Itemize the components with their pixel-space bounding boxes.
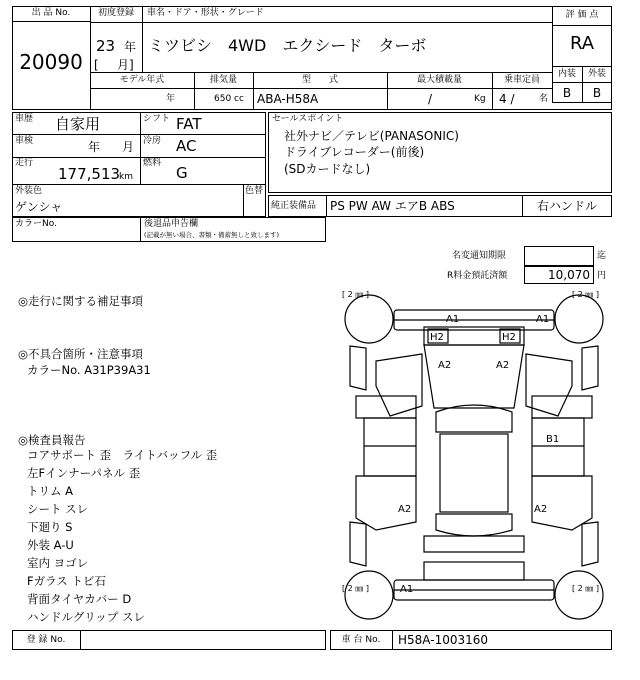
- ac-value: AC: [176, 137, 197, 155]
- model-year-label: モデル年式: [119, 75, 165, 85]
- exterior-label: 外装: [587, 69, 606, 79]
- capacity-unit: 名: [539, 94, 549, 104]
- inspector-line-1: コアサポート 歪 ライトバッフル 歪: [27, 448, 218, 462]
- name-change-label: 名変通知期限: [452, 251, 507, 261]
- color-no-label: カラーNo.: [15, 219, 57, 229]
- sales-line-2: ドライブレコーダー(前後): [284, 145, 425, 159]
- chassis-label: 車 台 No.: [341, 635, 381, 645]
- name-change-unit: 迄: [597, 251, 607, 261]
- mileage-label: 走行: [15, 158, 34, 168]
- wheel-rear-right: [555, 571, 603, 619]
- car-info-label: 車名・ドア・形状・グレード: [147, 8, 264, 18]
- reg-no-label: 登 録 No.: [26, 635, 66, 645]
- wheel-front-left: [345, 295, 393, 343]
- wheel-rear-left: [345, 571, 393, 619]
- mark-rear-bumper: A1: [400, 584, 414, 595]
- defects-title: ◎不具合箇所・注意事項: [18, 347, 144, 361]
- mark-front-left: A1: [446, 314, 460, 325]
- mark-right-side: B1: [546, 434, 560, 445]
- ac-label: 冷房: [143, 136, 162, 146]
- history-value: 自家用: [55, 115, 101, 133]
- mark-rear-left: A2: [398, 504, 412, 515]
- mark-hood-right: H2: [502, 332, 516, 343]
- color-change-label: 色替: [245, 186, 264, 196]
- fuel-label: 燃料: [143, 158, 162, 168]
- tire-rear-left-label: [ 2 ㎜ ]: [342, 584, 369, 593]
- mileage-value: 177,513: [58, 165, 121, 183]
- inspection-label: 車検: [15, 136, 34, 146]
- inspector-line-8: Fガラス トビ石: [27, 574, 106, 588]
- max-load-unit: Kg: [474, 94, 486, 104]
- tire-rear-right-label: [ 2 ㎜ ]: [572, 584, 599, 593]
- interior-grade: B: [562, 86, 572, 100]
- capacity-label: 乗車定員: [503, 75, 540, 85]
- driving-notes-title: ◎走行に関する補足事項: [18, 294, 144, 308]
- max-load-label: 最大積載量: [416, 75, 462, 85]
- inspector-line-6: 外装 A-U: [27, 538, 74, 552]
- lot-no: 20090: [19, 50, 83, 74]
- car-name: ミツビシ 4WD エクシード ターボ: [148, 36, 427, 55]
- grade-label: 評 価 点: [565, 10, 599, 20]
- fuel-value: G: [176, 164, 188, 182]
- name-change-box: [524, 246, 594, 266]
- exterior-color-label: 外装色: [15, 186, 43, 196]
- model-label: 型 式: [301, 75, 338, 85]
- inspection-month-unit: 月: [122, 140, 135, 154]
- reg-month-unit: 月]: [117, 58, 134, 72]
- shift-value: FAT: [176, 115, 202, 133]
- car-outline: [345, 295, 603, 619]
- lot-no-label: 出 品 No.: [31, 8, 71, 18]
- mark-rear-right: A2: [534, 504, 548, 515]
- shift-label: シフト: [143, 114, 171, 124]
- mileage-unit: km: [119, 172, 133, 182]
- damage-diagram: [336, 286, 612, 626]
- inspector-line-9: 背面タイヤカバー D: [27, 592, 132, 606]
- reg-year: 23: [96, 37, 116, 55]
- capacity-value: 4 /: [499, 92, 515, 106]
- interior-label: 内装: [557, 69, 576, 79]
- steering-side: 右ハンドル: [536, 199, 597, 213]
- inspector-line-3: トリム A: [27, 484, 74, 498]
- inspector-line-4: シート スレ: [27, 502, 89, 516]
- recycle-value: 10,070: [548, 268, 590, 282]
- first-reg-label: 初度登録: [97, 8, 134, 18]
- equipment-value: PS PW AW エアB ABS: [330, 199, 455, 213]
- reg-year-unit: 年: [124, 40, 137, 54]
- mark-fender-right: A2: [496, 360, 510, 371]
- reg-month-open: [: [94, 58, 99, 72]
- aftermarket-note: (記載が無い場合、書類・備蓄無しと致します): [144, 231, 280, 239]
- recycle-label: R料金預託済額: [447, 271, 508, 281]
- inspector-line-10: ハンドルグリップ スレ: [27, 610, 145, 624]
- model-year-unit: 年: [166, 94, 176, 104]
- inspector-line-5: 下廻り S: [27, 520, 73, 534]
- inspector-line-7: 室内 ヨゴレ: [27, 556, 89, 570]
- tire-front-left-label: [ 2 ㎜ ]: [342, 290, 369, 299]
- displacement-label: 排気量: [209, 75, 237, 85]
- inspection-year-unit: 年: [88, 140, 101, 154]
- mark-hood-left: H2: [430, 332, 444, 343]
- sales-point-label: セールスポイント: [272, 114, 344, 124]
- sales-line-3: (SDカードなし): [284, 162, 371, 176]
- inspector-title: ◎検査員報告: [18, 433, 86, 447]
- aftermarket-label: 後退品申告欄: [144, 219, 199, 229]
- wheel-front-right: [555, 295, 603, 343]
- tire-front-right-label: [ 2 ㎜ ]: [572, 290, 599, 299]
- grade-score: RA: [569, 33, 595, 54]
- chassis-no: H58A-1003160: [398, 633, 489, 647]
- sales-line-1: 社外ナビ／テレビ(PANASONIC): [284, 129, 459, 143]
- exterior-grade: B: [592, 86, 602, 100]
- max-load-value: /: [428, 92, 433, 106]
- exterior-color-value: ゲンシャ: [15, 200, 63, 214]
- inspector-line-2: 左Fインナーパネル 歪: [27, 466, 141, 480]
- mark-front-right: A1: [536, 314, 550, 325]
- equipment-label: 純正装備品: [271, 201, 317, 211]
- displacement-value: 650 cc: [214, 94, 244, 104]
- recycle-unit: 円: [597, 271, 607, 281]
- mark-fender-left: A2: [438, 360, 452, 371]
- history-label: 車歴: [15, 114, 34, 124]
- model-code: ABA-H58A: [257, 92, 319, 106]
- defects-line: カラーNo. A31P39A31: [27, 363, 151, 377]
